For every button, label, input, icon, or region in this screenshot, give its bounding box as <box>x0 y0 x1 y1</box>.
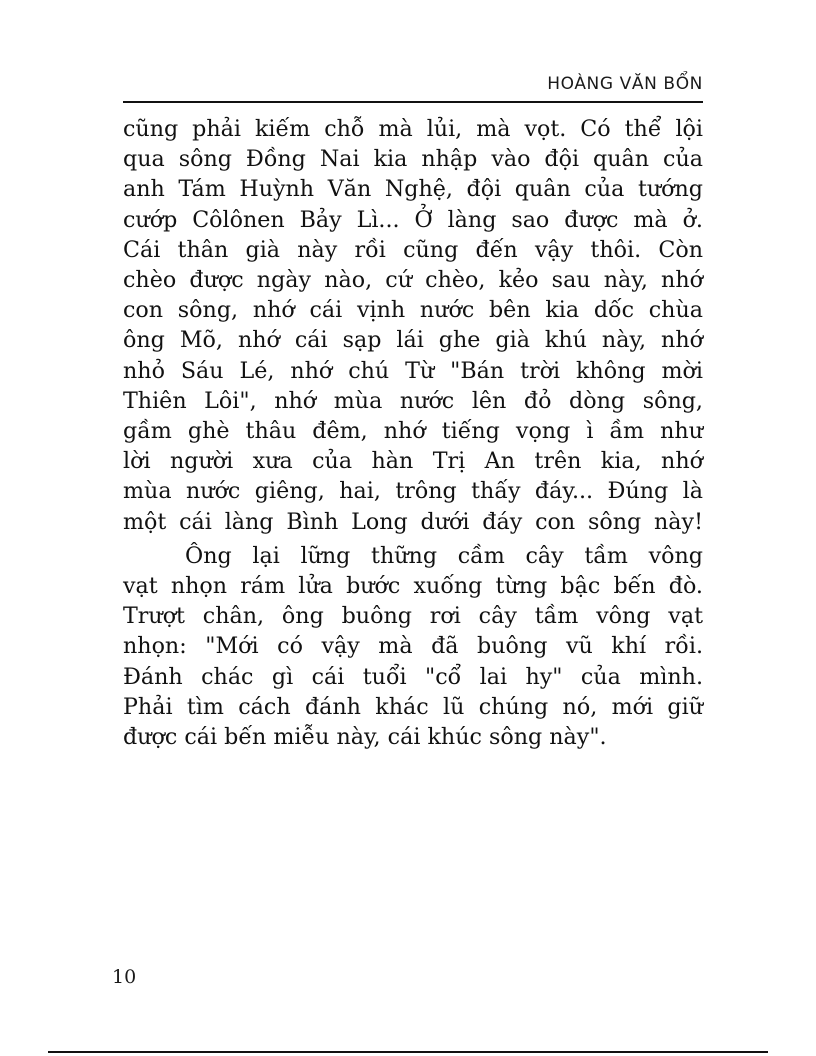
text-line: cũng phải kiếm chỗ mà lủi, mà vọt. Có thể lội <box>123 116 703 142</box>
text-line: mùa nước giêng, hai, trông thấy đáy... Đúng là <box>123 478 703 505</box>
text-line: con sông, nhớ cái vịnh nước bên kia dốc chùa <box>123 297 703 324</box>
text-line: Phải tìm cách đánh khác lũ chúng nó, mới giữ <box>123 693 703 720</box>
page-number: 10 <box>112 966 137 988</box>
text-line: vạt nhọn rám lửa bước xuống từng bậc bến đò. <box>123 573 703 600</box>
text-line: lời người xưa của hàn Trị An trên kia, nhớ <box>123 448 703 475</box>
text-line: chèo được ngày nào, cứ chèo, kẻo sau này, nhớ <box>123 267 703 294</box>
text-line: ông Mõ, nhớ cái sạp lái ghe già khú này, nhớ <box>123 327 703 354</box>
text-line: Ông lại lững thững cầm cây tầm vông <box>185 542 703 569</box>
text-line: Đánh chác gì cái tuổi "cổ lai hy" của mình. <box>123 663 703 690</box>
text-line: anh Tám Huỳnh Văn Nghệ, đội quân của tướng <box>123 176 703 203</box>
running-header-author: HOÀNG VĂN BỔN <box>547 74 703 94</box>
paragraph-1 <box>123 114 703 537</box>
text-line: cướp Côlônen Bảy Lì... Ở làng sao được mà ở. <box>123 206 703 233</box>
text-line: nhọn: "Mới có vậy mà đã buông vũ khí rồi. <box>123 633 703 660</box>
text-line: được cái bến miễu này, cái khúc sông này". <box>123 724 607 751</box>
text-line: Cái thân già này rồi cũng đến vậy thôi. Còn <box>123 236 703 263</box>
footer-rule <box>48 1051 768 1053</box>
header-rule <box>123 101 703 103</box>
text-line: gầm ghè thâu đêm, nhớ tiếng vọng ì ầm như <box>123 418 703 445</box>
paragraph-2 <box>123 541 703 752</box>
text-line: qua sông Đồng Nai kia nhập vào đội quân của <box>123 146 703 173</box>
text-line: một cái làng Bình Long dưới đáy con sông này! <box>123 508 703 535</box>
body-text <box>123 114 703 752</box>
text-line: Thiên Lôi", nhớ mùa nước lên đỏ dòng sông, <box>123 387 703 414</box>
text-line: nhỏ Sáu Lé, nhớ chú Từ "Bán trời không mời <box>123 357 703 384</box>
text-line: Trượt chân, ông buông rơi cây tầm vông vạt <box>123 603 703 630</box>
